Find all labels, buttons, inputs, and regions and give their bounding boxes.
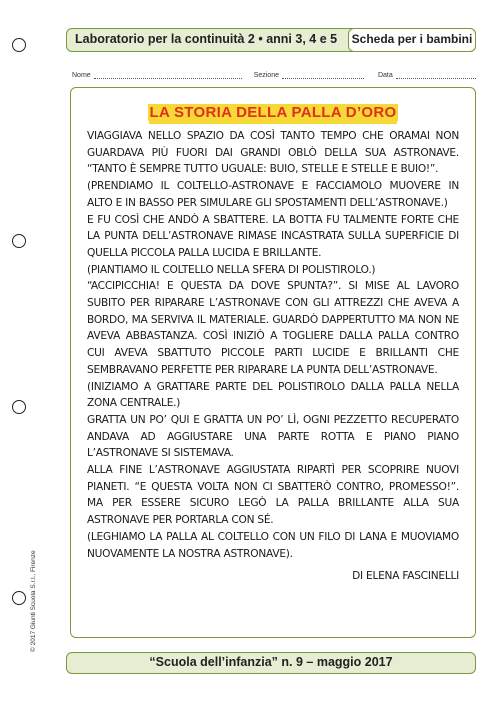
binder-hole-bottom — [12, 591, 26, 605]
story-paragraph-7: GRATTA UN PO’ QUI E GRATTA UN PO’ LÌ, OGNI PEZZETTO RECUPERATO ANDAVA AD AGGIUSTARE UNA PARTE ROTTA E PIANO PIANO L’ASTRONAVE SI SISTEMAVA. — [87, 413, 459, 460]
header-title: Laboratorio per la continuità 2 • anni 3, 4 e 5 — [75, 32, 338, 46]
date-label: Data — [377, 72, 393, 79]
header-tab: Scheda per i bambini — [348, 28, 476, 52]
story-paragraph-8: ALLA FINE L’ASTRONAVE AGGIUSTATA RIPARTÌ PER SCOPRIRE NUOVI PIANETI. “E QUESTA VOLTA NON CI SBATTERÒ CONTRO, PROMESSO!”. MA PER ESSERE SICURO LEGÒ LA PALLA BRILLANTE ALLA SUA ASTRONAVE PER PORTARLA CON SÉ. — [87, 464, 459, 527]
binder-hole-lower-middle — [12, 400, 26, 414]
story-author: DI ELENA FASCINELLI — [352, 570, 459, 583]
story-paragraph-3: E FU COSÌ CHE ANDÒ A SBATTERE. LA BOTTA FU TALMENTE FORTE CHE LA PUNTA DELL’ASTRONAVE RIMASE INCASTRATA SULLA SUPERFICIE DI QUELLA PICCOLA PALLA LUCIDA E BRILLANTE. — [87, 213, 459, 259]
story-title-text: LA STORIA DELLA PALLA D’ORO — [149, 104, 397, 121]
story-box — [70, 87, 476, 638]
section-field[interactable] — [254, 71, 364, 79]
student-fields — [72, 67, 472, 79]
story-title — [71, 104, 475, 121]
section-label: Sezione — [253, 72, 279, 79]
story-paragraph-1: VIAGGIAVA NELLO SPAZIO DA COSÌ TANTO TEMPO CHE ORAMAI NON GUARDAVA PIÙ FUORI DAI GRANDI OBLÒ DELLA SUA ASTRONAVE. “TANTO È SEMPRE TUTTO UGUALE: BUIO, STELLE E STELLE E BUIO!”. — [87, 130, 459, 176]
footer-bar: “Scuola dell’infanzia” n. 9 – maggio 2017 — [66, 652, 476, 674]
name-line — [94, 71, 242, 79]
story-paragraph-4: (PIANTIAMO IL COLTELLO NELLA SFERA DI POLISTIROLO.) — [87, 263, 376, 276]
story-paragraph-6: (INIZIAMO A GRATTARE PARTE DEL POLISTIROLO DALLA PALLA NELLA ZONA CENTRALE.) — [87, 380, 459, 410]
date-line — [396, 71, 476, 79]
header-bar — [66, 28, 476, 52]
name-field[interactable] — [72, 71, 242, 79]
story-text — [87, 128, 459, 585]
story-paragraph-9: (LEGHIAMO LA PALLA AL COLTELLO CON UN FILO DI LANA E MUOVIAMO NUOVAMENTE LA NOSTRA ASTRONAVE). — [87, 530, 459, 560]
name-label: Nome — [72, 72, 91, 79]
section-line — [282, 71, 364, 79]
binder-hole-upper-middle — [12, 234, 26, 248]
copyright-notice: © 2017 Giunti Scuola S.r.l., Firenze — [30, 550, 37, 652]
binder-hole-top — [12, 38, 26, 52]
story-paragraph-2: (PRENDIAMO IL COLTELLO-ASTRONAVE E FACCIAMOLO MUOVERE IN ALTO E IN BASSO PER SIMULARE GLI SPOSTAMENTI DELL’ASTRONAVE.) — [87, 180, 459, 209]
date-field[interactable] — [378, 71, 476, 79]
story-paragraph-5: “ACCIPICCHIA! E QUESTA DA DOVE SPUNTA?”. SI MISE AL LAVORO SUBITO PER RIPARARE L’ASTRONAVE CON GLI ATTREZZI CHE AVEVA A BORDO, MA SERVIVA IL MATERIALE. GUARDÒ DAPPERTUTTO MA NON NE AVEVA ABBASTANZA. COSÌ INIZIÒ A TOGLIERE DALLA PALLA CONTRO CUI AVEVA SBATTUTO PICCOLE PARTI LUCIDE E BRILLANTI CHE SEMBRAVANO PERFETTE PER RIPARARE LA PUNTA DELL’ASTRONAVE. — [87, 280, 459, 376]
